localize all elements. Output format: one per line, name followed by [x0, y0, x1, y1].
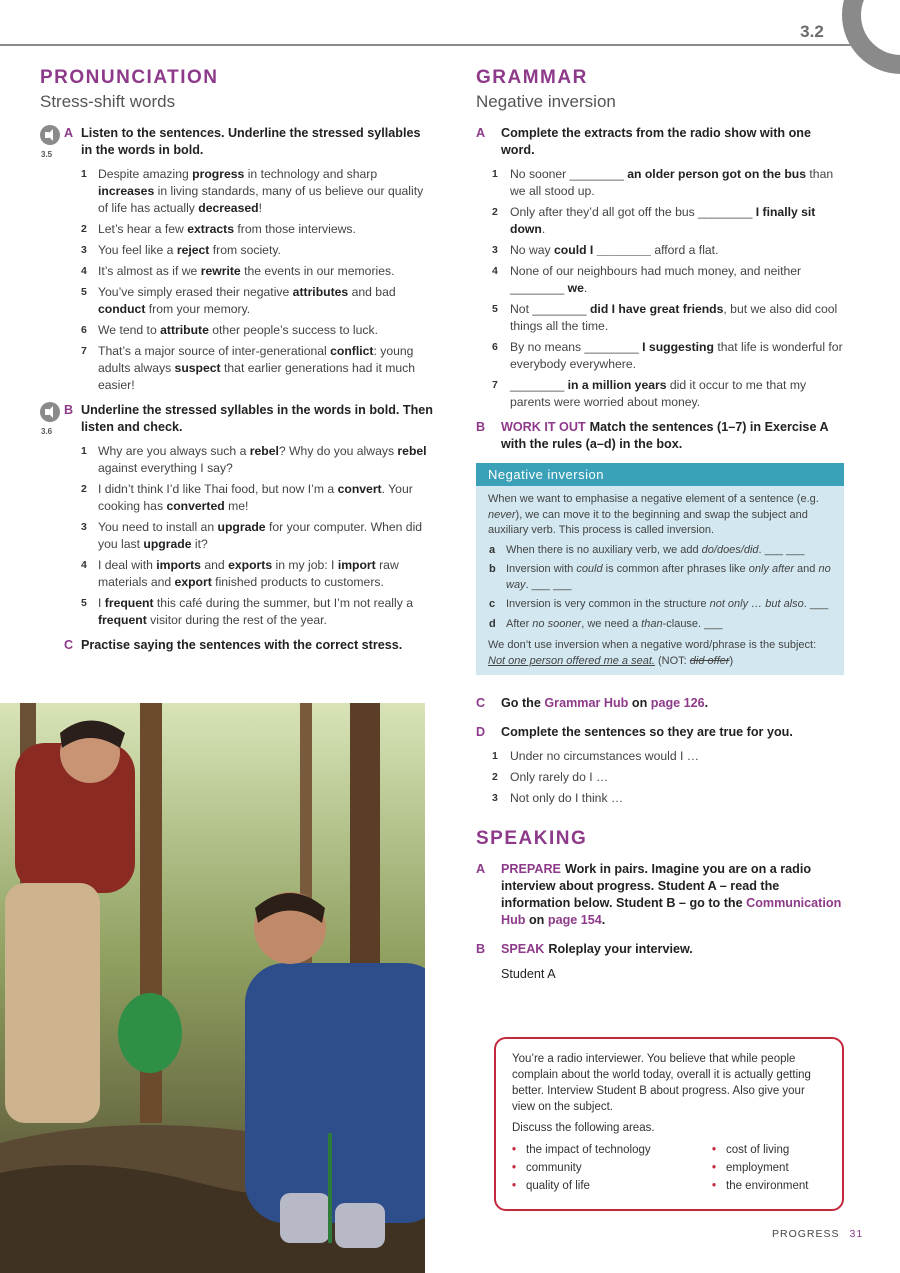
exercise-letter: A — [476, 862, 486, 876]
page-footer — [772, 1228, 863, 1240]
bold-word: I finally sit down — [510, 205, 816, 236]
answer-blank: ________ — [532, 302, 590, 316]
item-text: that my parents were worried about money. — [510, 378, 807, 409]
item-text: me! — [224, 499, 249, 513]
discussion-area-item: • the environment — [712, 1177, 808, 1195]
exercise-a-speaking: A PREPARE Work in pairs. Imagine you are on a radio interview about progress. Student A – read the information below. Student B – go to the Communication Hub on page 154. — [476, 862, 842, 927]
exercise-d-grammar — [476, 724, 846, 741]
exercise-instruction: Listen to the sentences. Underline the stressed syllables in the words in bold. — [81, 126, 421, 157]
list-item — [492, 301, 846, 335]
item-text: visitor during the rest of the year. — [146, 613, 327, 627]
rule-example: could — [576, 563, 603, 575]
item-text: in living standards, many of us believe our quality of life has actually — [98, 184, 424, 215]
item-text: from your memory. — [145, 302, 251, 316]
exercise-instruction: Complete the sentences so they are true for you. — [501, 725, 793, 739]
answer-blank: ________ — [510, 378, 568, 392]
item-text: the events in our memories. — [240, 264, 395, 278]
item-text: I — [98, 596, 105, 610]
item-text: None of our neighbours had much money, and neither — [510, 264, 802, 278]
grammar-rule — [476, 597, 844, 613]
list-item — [81, 343, 435, 394]
item-number: 5 — [492, 303, 498, 315]
item-text: . Your cooking has — [98, 482, 413, 513]
item-text: That’s a major source of inter-generational — [98, 344, 331, 358]
item-text: Not — [510, 302, 533, 316]
grammar-hub-link[interactable]: Grammar Hub — [544, 696, 629, 710]
item-number: 7 — [492, 379, 498, 391]
bold-word: progress — [192, 167, 245, 181]
track-number: 3.6 — [41, 427, 53, 436]
rule-text: . ___ ___ — [525, 578, 572, 591]
exercise-b-speaking — [476, 941, 846, 958]
rule-example: only after — [748, 563, 794, 575]
exercise-instruction: Roleplay your interview. — [548, 942, 693, 956]
discussion-area-item: • community — [512, 1159, 712, 1177]
list-item — [492, 204, 846, 238]
audio-icon[interactable] — [40, 402, 60, 422]
corner-ring-icon — [842, 0, 900, 74]
bold-word: we — [567, 281, 584, 295]
item-number: 5 — [81, 286, 87, 298]
bold-word: increases — [98, 184, 155, 198]
bold-word: export — [174, 575, 212, 589]
item-text: did it occur to me — [669, 378, 763, 392]
item-text: finished products to customers. — [211, 575, 384, 589]
box-title: Negative inversion — [476, 463, 844, 486]
bold-word: decreased — [198, 201, 259, 215]
bold-word: in a million years — [567, 378, 670, 392]
item-text: We tend to — [98, 323, 161, 337]
item-text: ? Why do you always — [278, 444, 398, 458]
negative-inversion-box — [476, 463, 844, 675]
item-text: Only rarely do I … — [510, 770, 609, 784]
item-number: 7 — [81, 345, 87, 357]
item-number: 2 — [81, 223, 87, 235]
discussion-area-item: • employment — [712, 1159, 808, 1177]
bold-word: conflict — [330, 344, 374, 358]
list-item — [81, 263, 435, 280]
audio-icon[interactable] — [40, 125, 60, 145]
item-number: 3 — [492, 244, 498, 256]
bold-word: frequent — [104, 596, 154, 610]
page-154-link[interactable]: page 154 — [547, 913, 602, 927]
item-text: I deal with — [98, 558, 157, 572]
footer-label: PROGRESS — [772, 1228, 840, 1240]
list-item — [492, 790, 846, 807]
pronunciation-section — [40, 66, 435, 654]
item-text: Not only do I think … — [510, 791, 624, 805]
rule-text: Inversion with — [506, 563, 577, 575]
speaking-title: SPEAKING — [476, 828, 588, 849]
grammar-rule — [476, 562, 844, 593]
list-item — [81, 322, 435, 339]
pronunciation-b-list — [81, 443, 435, 629]
item-number: 1 — [492, 750, 498, 762]
item-number: 4 — [81, 559, 87, 571]
list-item — [81, 595, 435, 629]
item-number: 3 — [81, 521, 87, 533]
speak-tag: SPEAK — [501, 942, 545, 956]
grammar-section — [476, 66, 846, 983]
rule-example: than — [641, 617, 663, 630]
bold-word: rebel — [397, 444, 427, 458]
role-card-discuss: Discuss the following areas. — [512, 1122, 655, 1134]
list-item — [81, 443, 435, 477]
answer-blank: ________ — [698, 205, 756, 219]
student-a-label: Student A — [501, 967, 556, 981]
discussion-area-item: • cost of living — [712, 1141, 808, 1159]
list-item — [492, 263, 846, 297]
photo-volunteers-planting — [0, 703, 425, 1273]
item-text: from society. — [209, 243, 281, 257]
bold-word: exports — [228, 558, 273, 572]
list-item — [492, 748, 846, 765]
exercise-letter: B — [64, 403, 74, 417]
item-text: and — [200, 558, 229, 572]
item-number: 1 — [492, 168, 498, 180]
pronunciation-a-list — [81, 166, 435, 394]
bold-word: an older person got on the bus — [627, 167, 807, 181]
exercise-b-grammar — [476, 419, 846, 453]
rule-text: When there is no auxiliary verb, we add — [506, 543, 702, 556]
discussion-areas-col2 — [712, 1141, 808, 1195]
item-text: for your computer. When did you last — [98, 520, 423, 551]
grammar-rule — [476, 617, 844, 633]
discussion-areas-col1 — [512, 1141, 712, 1195]
bold-word: rewrite — [200, 264, 241, 278]
item-text: No way — [510, 243, 555, 257]
exercise-c-pronunciation — [40, 637, 435, 654]
item-text: and bad — [348, 285, 396, 299]
list-item — [81, 284, 435, 318]
item-number: 2 — [81, 483, 87, 495]
work-it-out-tag: WORK IT OUT — [501, 420, 586, 434]
grammar-d-list — [492, 748, 846, 807]
item-text: By no means — [510, 340, 585, 354]
item-number: 4 — [81, 265, 87, 277]
photo-illustration — [0, 703, 425, 1273]
item-text: it? — [191, 537, 208, 551]
list-item — [81, 242, 435, 259]
grammar-subtitle: Negative inversion — [476, 92, 616, 111]
rule-text: -clause. ___ — [662, 617, 723, 630]
exercise-instruction: Match the sentences (1–7) in Exercise A with the rules (a–d) in the box. — [501, 420, 829, 451]
rule-text: is common after phrases like — [602, 563, 749, 575]
page-number: 31 — [849, 1228, 864, 1240]
grammar-a-list — [492, 166, 846, 411]
exercise-letter: B — [476, 942, 486, 956]
list-item — [81, 557, 435, 591]
header-rule — [0, 44, 858, 46]
exercise-c-grammar: C Go the Grammar Hub on page 126. — [476, 696, 709, 710]
item-number: 2 — [492, 771, 498, 783]
item-text: against everything I say? — [98, 461, 233, 475]
item-text: raw materials and — [98, 558, 399, 589]
bold-word: frequent — [98, 613, 147, 627]
item-number: 2 — [492, 206, 498, 218]
item-number: 1 — [81, 445, 87, 457]
track-number: 3.5 — [41, 150, 53, 159]
item-text: in technology and sharp — [244, 167, 378, 181]
bold-word: upgrade — [143, 537, 192, 551]
item-text: Under no circumstances would I … — [510, 749, 699, 763]
discussion-areas — [512, 1141, 826, 1195]
item-text: : young adults always — [98, 344, 414, 375]
unit-number: 3.2 — [800, 22, 824, 41]
grammar-title: GRAMMAR — [476, 67, 588, 88]
item-number: 3 — [492, 792, 498, 804]
list-item — [81, 221, 435, 238]
bold-word: reject — [176, 243, 210, 257]
item-text: afford a flat — [654, 243, 716, 257]
item-text: I didn’t think I’d like Thai food, but now I’m a — [98, 482, 338, 496]
bold-word: could I — [554, 243, 594, 257]
rule-example: not only … but also — [709, 598, 804, 610]
discussion-area-item: • quality of life — [512, 1177, 712, 1195]
item-number: 4 — [492, 265, 498, 277]
list-item — [492, 339, 846, 373]
item-text: Why are you always such a — [98, 444, 250, 458]
item-number: 6 — [81, 324, 87, 336]
exercise-letter: A — [64, 126, 74, 140]
item-text: You need to install an — [98, 520, 218, 534]
rule-letter: d — [489, 617, 496, 630]
item-text: than we all stood up. — [510, 167, 834, 198]
item-text: this café during the summer, but I’m not really a — [153, 596, 413, 610]
box-rules — [476, 543, 844, 633]
bold-word: I suggesting — [642, 340, 714, 354]
bold-word: rebel — [249, 444, 279, 458]
exercise-b-pronunciation — [40, 402, 435, 436]
bold-word: imports — [156, 558, 201, 572]
item-text: that life is wonderful for everybody everywhere. — [510, 340, 843, 371]
item-number: 5 — [81, 597, 87, 609]
item-text: other people’s success to luck. — [208, 323, 378, 337]
student-a-role-card — [494, 1037, 844, 1211]
rule-text: . ___ ___ — [758, 543, 805, 556]
rule-text: and — [793, 563, 819, 575]
list-item — [81, 519, 435, 553]
item-text: in my job: I — [272, 558, 338, 572]
item-text: It’s almost as if we — [98, 264, 201, 278]
bold-word: attribute — [160, 323, 209, 337]
item-number: 1 — [81, 168, 87, 180]
list-item — [81, 481, 435, 515]
list-item — [492, 769, 846, 786]
item-text: You feel like a — [98, 243, 177, 257]
rule-text: . ___ — [803, 598, 829, 610]
rule-example: do/does/did — [701, 543, 759, 556]
exercise-instruction: Practise saying the sentences with the correct stress. — [81, 638, 403, 652]
item-text: Only after they’d all got off the bus — [510, 205, 699, 219]
pronunciation-subtitle: Stress-shift words — [40, 92, 176, 111]
item-text: ! — [258, 201, 262, 215]
rule-text: Inversion is very common in the structure — [506, 598, 710, 610]
exercise-letter: B — [476, 420, 486, 434]
rule-text: After — [506, 617, 533, 630]
exercise-letter: C — [64, 638, 74, 652]
answer-blank: ________ — [593, 243, 655, 257]
box-note: We don’t use inversion when a negative word/phrase is the subject: Not one person offered me a seat. (NOT: did offer) — [488, 639, 817, 667]
rule-letter: b — [489, 563, 496, 575]
prepare-tag: PREPARE — [501, 862, 561, 876]
exercise-letter: D — [476, 725, 486, 739]
exercise-instruction: Underline the stressed syllables in the words in bold. Then listen and check. — [81, 403, 433, 434]
answer-blank: ________ — [510, 281, 568, 295]
exercise-a-grammar — [476, 125, 846, 159]
rule-text: , we need a — [581, 617, 642, 630]
role-card-text: You’re a radio interviewer. You believe that while people complain about the world today, overall it is actually getting better. Interview Student B about progress. Also give your view on the subject. — [512, 1053, 811, 1113]
exercise-letter: C — [476, 696, 486, 710]
bold-word: extracts — [187, 222, 234, 236]
list-item — [492, 377, 846, 411]
list-item — [81, 166, 435, 217]
grammar-rule — [476, 543, 844, 559]
exercise-letter: A — [476, 126, 486, 140]
communication-hub-link[interactable]: Communication Hub — [501, 896, 842, 927]
item-text: . — [541, 222, 546, 236]
list-item — [492, 166, 846, 200]
bold-word: upgrade — [217, 520, 266, 534]
bold-word: converted — [166, 499, 225, 513]
item-text: Despite amazing — [98, 167, 193, 181]
pronunciation-title: PRONUNCIATION — [40, 67, 219, 88]
item-number: 6 — [492, 341, 498, 353]
rule-example: no way — [506, 563, 831, 591]
item-text: . — [715, 243, 719, 257]
rule-letter: a — [489, 543, 496, 556]
discussion-area-item: • the impact of technology — [512, 1141, 712, 1159]
item-text: No sooner — [510, 167, 570, 181]
rule-letter: c — [489, 598, 496, 610]
box-intro: When we want to emphasise a negative element of a sentence (e.g. never), we can move it to the beginning and swap the subject and auxiliary verb. This process is called inversion. — [488, 493, 819, 536]
page-126-link[interactable]: page 126 — [650, 696, 705, 710]
list-item — [492, 242, 846, 259]
bold-word: attributes — [292, 285, 349, 299]
item-text: that earlier generations had it much easier! — [98, 361, 416, 392]
item-text: from those interviews. — [233, 222, 356, 236]
rule-example: no sooner — [532, 617, 582, 630]
bold-word: suspect — [174, 361, 221, 375]
bold-word: import — [337, 558, 376, 572]
item-text: . — [583, 281, 588, 295]
exercise-instruction: Complete the extracts from the radio show with one word. — [501, 126, 811, 157]
exercise-a-pronunciation — [40, 125, 435, 159]
item-number: 3 — [81, 244, 87, 256]
item-text: Let’s hear a few — [98, 222, 188, 236]
item-text: You’ve simply erased their negative — [98, 285, 293, 299]
item-text: , but we also did cool things all the time. — [510, 302, 838, 333]
bold-word: convert — [337, 482, 382, 496]
bold-word: did I have great friends — [589, 302, 724, 316]
bold-word: conduct — [98, 302, 146, 316]
answer-blank: ________ — [569, 167, 628, 181]
answer-blank: ________ — [584, 340, 643, 354]
